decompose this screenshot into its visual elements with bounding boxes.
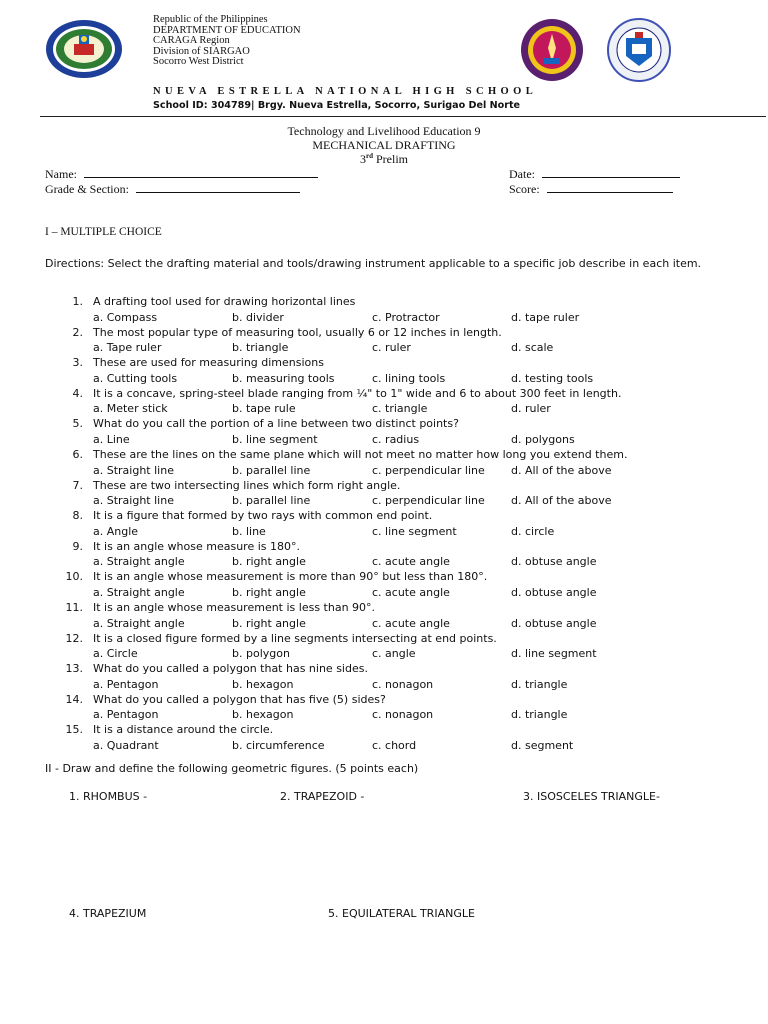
question-stem: What do you called a polygon that has five (5) sides?: [93, 692, 386, 706]
choice-a[interactable]: a. Straight angle: [93, 555, 185, 569]
choice-b[interactable]: b. triangle: [232, 341, 289, 355]
name-field[interactable]: [45, 167, 318, 182]
choice-b[interactable]: b. polygon: [232, 647, 290, 661]
figure-isosceles-triangle: 3. ISOSCELES TRIANGLE-: [523, 790, 660, 803]
question-stem: A drafting tool used for drawing horizontal lines: [93, 295, 356, 308]
choice-a[interactable]: a. Straight line: [93, 494, 174, 508]
question-number: 9.: [72, 539, 83, 553]
choice-d[interactable]: d. tape ruler: [511, 310, 580, 324]
header-republic: Republic of the Philippines: [153, 14, 268, 25]
question-number: 5.: [72, 417, 83, 431]
question-number: 14.: [65, 692, 83, 706]
course-title: MECHANICAL DRAFTING: [312, 138, 456, 152]
choice-a[interactable]: a. Straight angle: [93, 585, 185, 599]
question-stem: It is an angle whose measure is 180°.: [93, 539, 301, 553]
choice-a[interactable]: a. Quadrant: [93, 738, 159, 752]
choice-c[interactable]: c. ruler: [372, 341, 411, 355]
choice-a[interactable]: a. Meter stick: [93, 402, 168, 416]
question-stem: It is a figure that formed by two rays with common end point.: [93, 509, 433, 523]
figure-trapezoid: 2. TRAPEZOID -: [280, 790, 365, 803]
question-stem: The most popular type of measuring tool, usually 6 or 12 inches in length.: [93, 325, 502, 339]
choice-c[interactable]: c. radius: [372, 432, 420, 446]
choice-d[interactable]: d. All of the above: [511, 494, 612, 508]
choice-d[interactable]: d. All of the above: [511, 463, 612, 477]
header-department: DEPARTMENT OF EDUCATION: [153, 24, 301, 36]
choice-d[interactable]: d. testing tools: [511, 371, 594, 385]
score-field[interactable]: [509, 182, 673, 197]
choice-c[interactable]: c. nonagon: [372, 677, 434, 691]
choice-a[interactable]: a. Tape ruler: [93, 341, 162, 355]
question-stem: It is a closed figure formed by a line segments intersecting at end points.: [93, 631, 497, 645]
deped-seal-logo: [606, 18, 672, 82]
choice-a[interactable]: a. Straight angle: [93, 616, 185, 630]
choice-b[interactable]: b. right angle: [232, 585, 306, 599]
directions-text: Directions: Select the drafting material and tools/drawing instrument applicable to a specific job describe in each item.: [45, 257, 702, 270]
question-stem: These are two intersecting lines which form right angle.: [93, 478, 401, 492]
question-number: 12.: [65, 631, 83, 645]
choice-b[interactable]: b. parallel line: [232, 494, 311, 508]
question-stem: What do you call the portion of a line between two distinct points?: [93, 417, 459, 431]
question-number: 13.: [65, 662, 83, 676]
choice-c[interactable]: c. acute angle: [372, 585, 450, 599]
date-blank[interactable]: [542, 167, 680, 178]
choice-a[interactable]: a. Angle: [93, 524, 139, 538]
choice-d[interactable]: d. triangle: [511, 708, 568, 722]
choice-c[interactable]: c. chord: [372, 738, 417, 752]
figure-equilateral-triangle: 5. EQUILATERAL TRIANGLE: [328, 907, 475, 920]
question-number: 8.: [72, 509, 83, 523]
date-field[interactable]: [509, 167, 680, 182]
choice-c[interactable]: c. angle: [372, 647, 416, 661]
choice-c[interactable]: c. triangle: [372, 402, 428, 416]
grade-section-label: Grade & Section:: [45, 182, 129, 196]
choice-d[interactable]: d. polygons: [511, 432, 575, 446]
choice-d[interactable]: d. obtuse angle: [511, 585, 597, 599]
choice-b[interactable]: b. parallel line: [232, 463, 311, 477]
question-number: 3.: [72, 356, 83, 370]
figure-rhombus: 1. RHOMBUS -: [69, 790, 148, 803]
question-stem: It is an angle whose measurement is less than 90°.: [93, 601, 376, 614]
question-number: 10.: [65, 570, 83, 584]
choice-c[interactable]: c. lining tools: [372, 371, 446, 385]
question-number: 7.: [72, 478, 83, 492]
choice-a[interactable]: a. Line: [93, 432, 130, 446]
figure-trapezium: 4. TRAPEZIUM: [69, 907, 147, 920]
choice-a[interactable]: a. Pentagon: [93, 708, 159, 722]
question-stem: It is an angle whose measurement is more than 90° but less than 180°.: [93, 570, 488, 584]
choice-d[interactable]: d. triangle: [511, 677, 568, 691]
question-stem: It is a distance around the circle.: [93, 723, 274, 737]
choice-b[interactable]: b. right angle: [232, 555, 306, 569]
header-lines: [153, 15, 301, 68]
question-number: 11.: [65, 601, 83, 614]
grade-section-blank[interactable]: [136, 182, 300, 193]
name-label: Name:: [45, 167, 77, 181]
question-stem: It is a concave, spring-steel blade ranging from ¼" to 1" wide and 6 to about 300 feet in length.: [93, 386, 622, 400]
exam-ordinal-suffix: rd: [366, 152, 373, 160]
header-division: Division of SIARGAO: [153, 45, 250, 57]
exam-ordinal: 3: [360, 152, 366, 166]
school-id-line: School ID: 304789| Brgy. Nueva Estrella, Socorro, Surigao Del Norte: [153, 100, 521, 111]
name-blank[interactable]: [84, 167, 318, 178]
subject-title: Technology and Livelihood Education 9: [287, 124, 481, 138]
grade-section-field[interactable]: [45, 182, 300, 197]
choice-d[interactable]: d. segment: [511, 738, 574, 752]
date-label: Date:: [509, 167, 535, 181]
choice-c[interactable]: c. line segment: [372, 524, 457, 538]
question-stem: These are the lines on the same plane which will not meet no matter how long you extend them.: [93, 448, 628, 461]
question-stem: What do you called a polygon that has nine sides.: [93, 662, 368, 676]
question-number: 6.: [72, 448, 83, 461]
score-label: Score:: [509, 182, 540, 196]
choice-a[interactable]: a. Pentagon: [93, 677, 159, 691]
choice-b[interactable]: b. right angle: [232, 616, 306, 630]
choice-b[interactable]: b. divider: [232, 310, 284, 324]
question-stem: These are used for measuring dimensions: [93, 356, 324, 370]
choice-d[interactable]: d. scale: [511, 341, 554, 355]
choice-c[interactable]: c. perpendicular line: [372, 463, 485, 477]
question-number: 2.: [72, 325, 83, 339]
question-number: 1.: [72, 295, 83, 308]
school-name: NUEVA ESTRELLA NATIONAL HIGH SCHOOL: [153, 86, 538, 97]
school-seal-logo: [44, 18, 124, 80]
exam-title: [0, 152, 768, 167]
choice-c[interactable]: c. acute angle: [372, 555, 450, 569]
choice-d[interactable]: d. ruler: [511, 402, 551, 416]
score-blank[interactable]: [547, 182, 673, 193]
part1-heading: I – MULTIPLE CHOICE: [45, 226, 162, 238]
question-number: 15.: [65, 723, 83, 737]
header-region: CARAGA Region: [153, 35, 230, 46]
choice-a[interactable]: a. Cutting tools: [93, 371, 178, 385]
choice-a[interactable]: a. Circle: [93, 647, 138, 661]
choice-b[interactable]: b. line: [232, 524, 266, 538]
choice-b[interactable]: b. hexagon: [232, 677, 294, 691]
choice-c[interactable]: c. nonagon: [372, 708, 434, 722]
choice-c[interactable]: c. Protractor: [372, 310, 440, 324]
exam-word: Prelim: [373, 152, 408, 166]
choice-d[interactable]: d. obtuse angle: [511, 616, 597, 630]
header-district: Socorro West District: [153, 56, 244, 67]
choice-a[interactable]: a. Straight line: [93, 463, 174, 477]
choice-b[interactable]: b. circumference: [232, 738, 325, 752]
part2-heading: II - Draw and define the following geometric figures. (5 points each): [45, 762, 419, 775]
choice-b[interactable]: b. tape rule: [232, 402, 296, 416]
choice-b[interactable]: b. hexagon: [232, 708, 294, 722]
header-divider: [40, 116, 766, 117]
division-seal-logo: [520, 18, 584, 82]
choice-b[interactable]: b. measuring tools: [232, 371, 335, 385]
question-number: 4.: [72, 386, 83, 400]
choice-d[interactable]: d. obtuse angle: [511, 555, 597, 569]
choice-d[interactable]: d. line segment: [511, 647, 597, 661]
choice-c[interactable]: c. acute angle: [372, 616, 450, 630]
choice-c[interactable]: c. perpendicular line: [372, 494, 485, 508]
choice-d[interactable]: d. circle: [511, 524, 555, 538]
choice-b[interactable]: b. line segment: [232, 432, 318, 446]
choice-a[interactable]: a. Compass: [93, 310, 158, 324]
